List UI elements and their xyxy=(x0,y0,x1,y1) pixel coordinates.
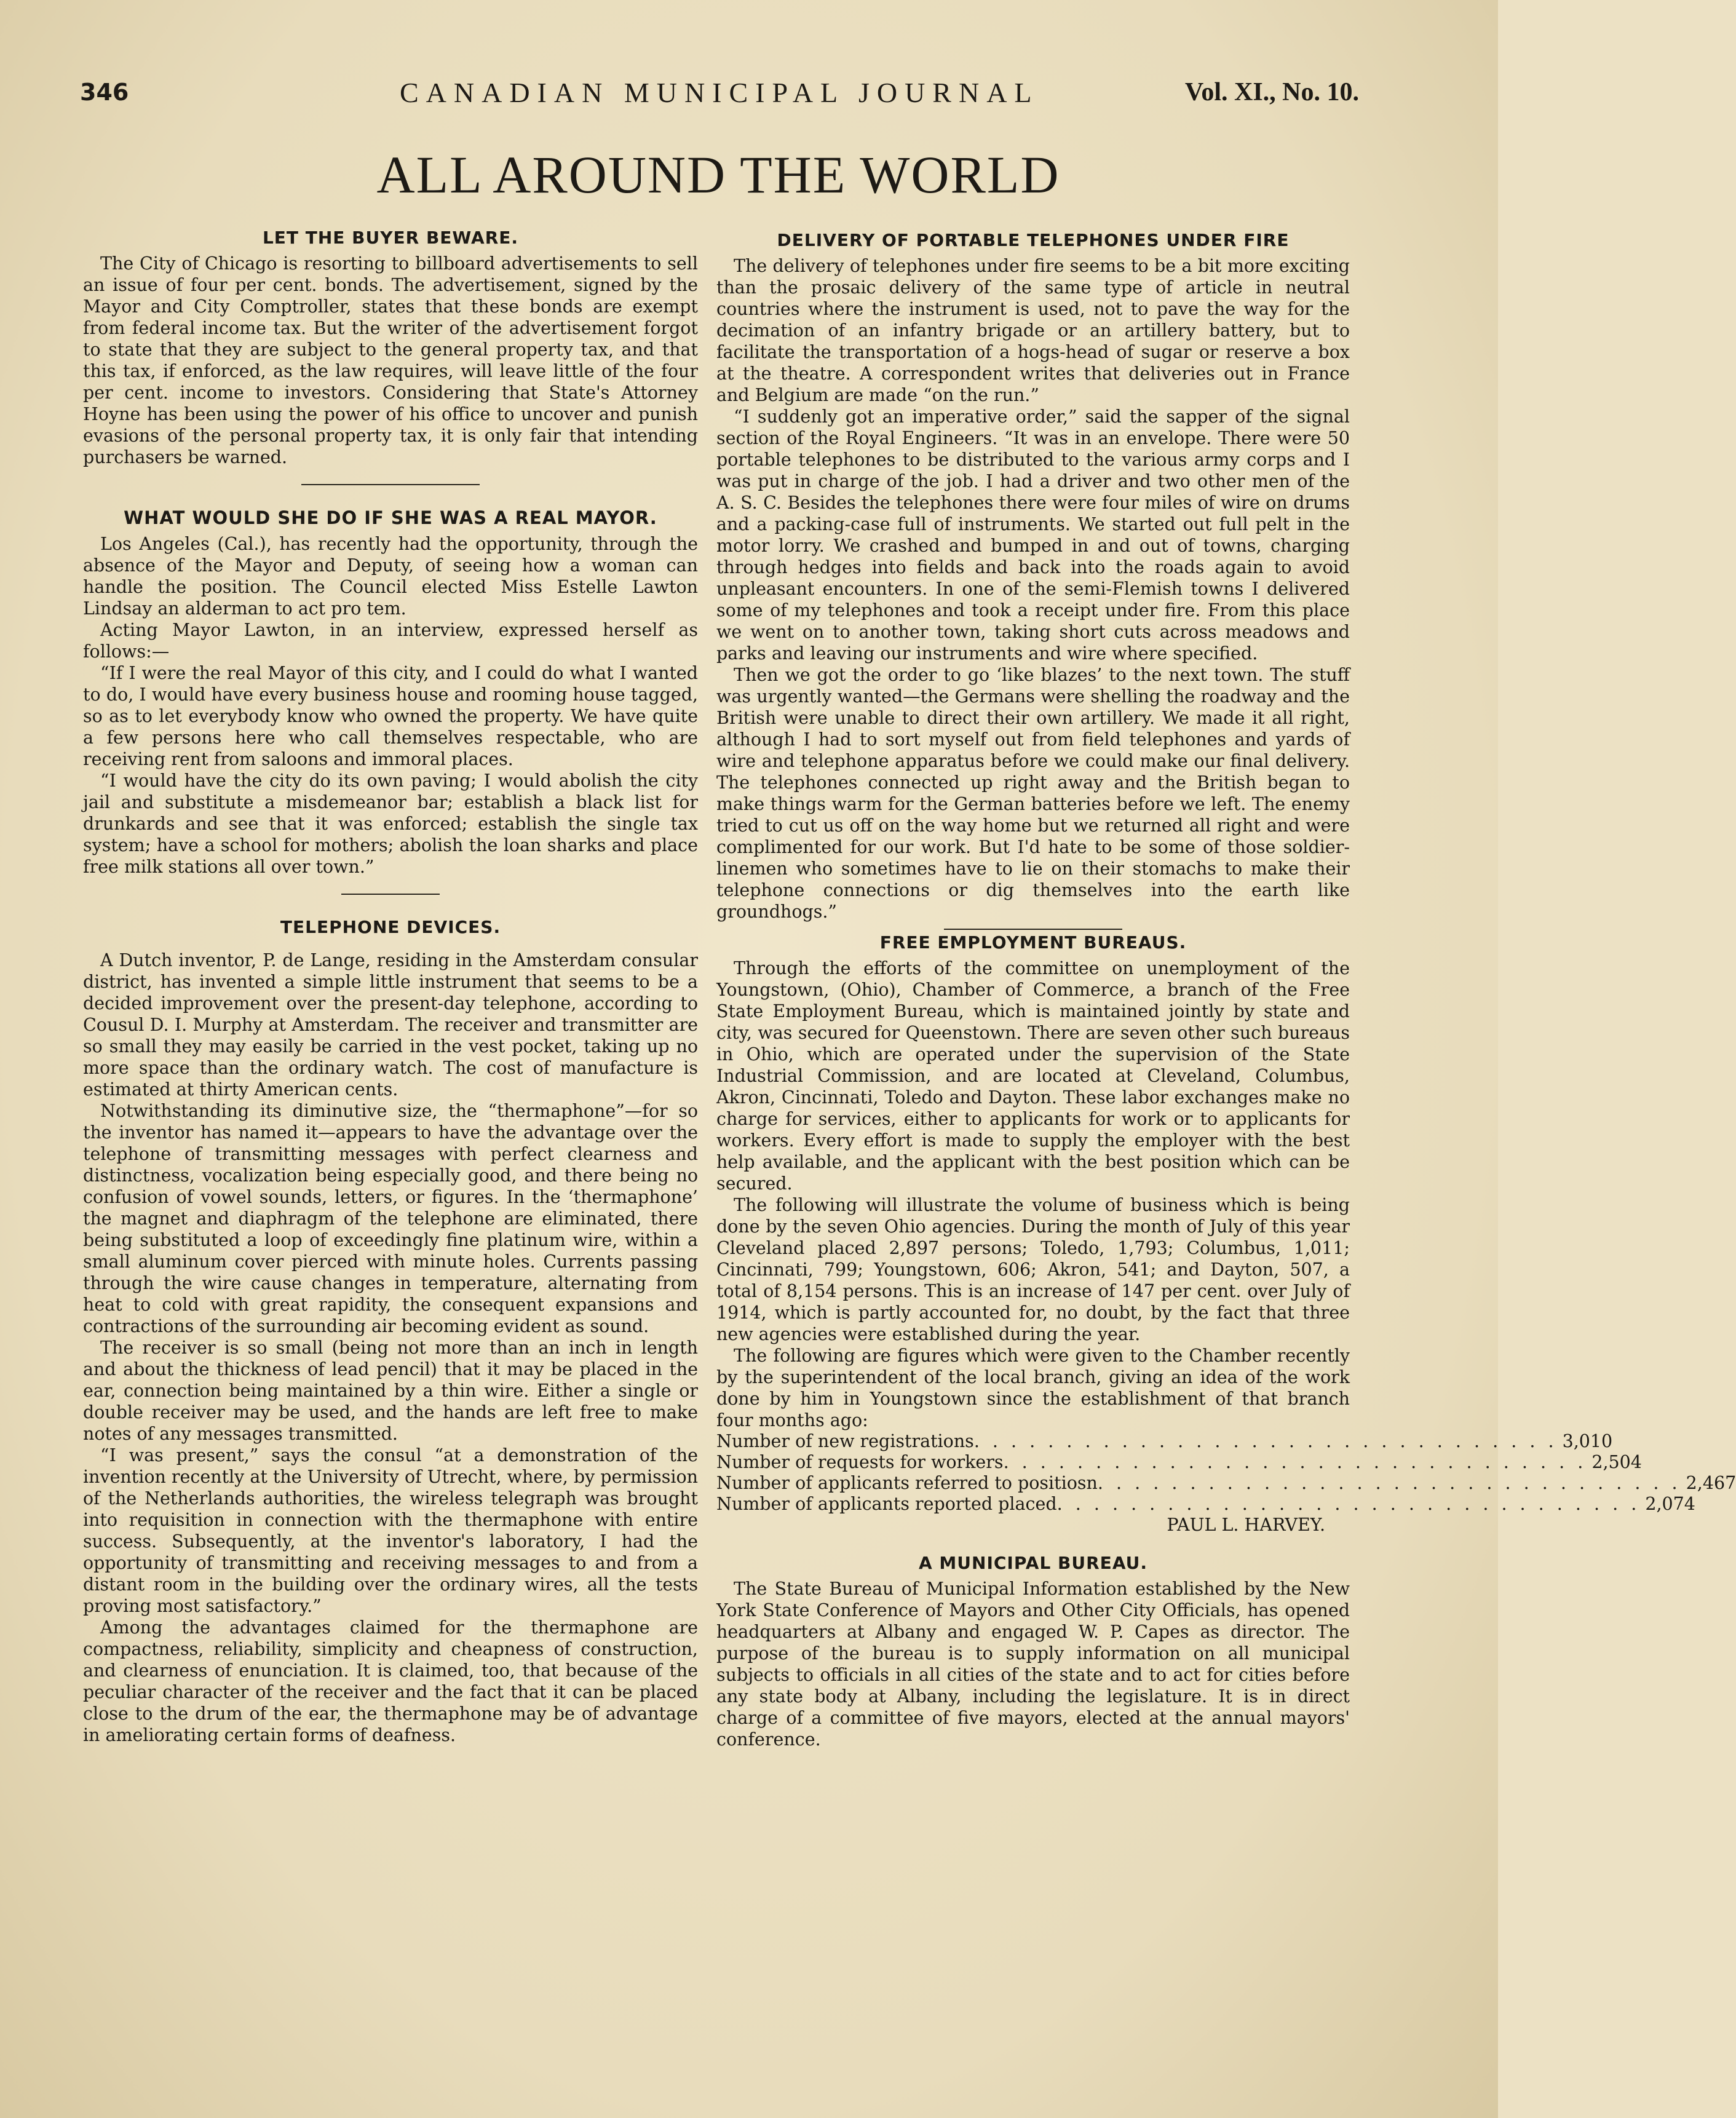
statistic-row xyxy=(716,1473,1736,1494)
volume-number: Vol. XI., No. 10. xyxy=(1184,78,1359,106)
article-paragraph: “If I were the real Mayor of this city, and I could do what I wanted to do, I would have every business house and rooming house tagged, so as to let everybody know who owned the property. We have quite a few persons here who call themselves respectable, who are receiving rent from saloons and immoral places. xyxy=(83,663,698,769)
leader-dots: . . . . . . . . . . . . . . . . . . . . . . . . . . . . . . . . xyxy=(1003,1452,1587,1472)
journal-title: CANADIAN MUNICIPAL JOURNAL xyxy=(400,77,1039,108)
article-buyer xyxy=(83,228,698,468)
page-title: ALL AROUND THE WORLD xyxy=(376,145,1060,204)
article-paragraph: The receiver is so small (being not more than an inch in length and about the thickness of lead pencil) that it may be placed in the ear, connection being maintained by a thin wire. Either a single or double receiver may be used, and the hands are left free to make notes of any messages transmitted. xyxy=(83,1338,698,1444)
leader-dots: . . . . . . . . . . . . . . . . . . . . . . . . . . . . . . . . xyxy=(973,1431,1558,1451)
article-paragraph: The State Bureau of Municipal Information established by the New York State Conference of Mayors and Other City Officials, has opened headquarters at Albany and engaged W. P. Capes as director. The purpose of the bureau is to supply information on all municipal subjects to officials in all cities of the state and to act for cities before any state body at Albany, including the legislature. It is in direct charge of a committee of five mayors, elected at the annual mayors' conference. xyxy=(716,1579,1350,1750)
article-heading: LET THE BUYER BEWARE. xyxy=(262,228,519,248)
article-employment xyxy=(716,932,1736,1536)
article-paragraph: The following are figures which were given to the Chamber recently by the superintendent of the local branch, giving an idea of the work done by him in Youngstown since the establishment of that branch four months ago: xyxy=(716,1346,1350,1430)
article-paragraph: Through the efforts of the committee on unemployment of the Youngstown, (Ohio), Chamber of Commerce, a branch of the Free State Employment Bureau, which is maintained jointly by state and city, was secured for Queenstown. There are seven other such bureaus in Ohio, which are operated under the supervision of the State Industrial Commission, and are located at Cleveland, Columbus, Akron, Cincinnati, Toledo and Dayton. These labor exchanges make no charge for services, either to applicants for work or to applicants for workers. Every effort is made to supply the employer with the best help available, and the applicant with the best position which can be secured. xyxy=(716,958,1350,1194)
statistic-label: Number of new registrations xyxy=(716,1431,974,1451)
left-column xyxy=(83,220,698,1746)
statistic-value: 2,504 xyxy=(1591,1452,1642,1472)
right-column xyxy=(716,220,1736,1750)
article-mayor xyxy=(83,507,698,878)
article-paragraph: The delivery of telephones under fire seems to be a bit more exciting than the prosaic delivery of the same type of article in neutral countries where the instrument is used, not to pave the way for the decimation of an infantry brigade or an artillery battery, but to facilitate the transportation of a hogs-head of sugar or reserve a box at the theatre. A correspondent writes that deliveries out in France and Belgium are made “on the run.” xyxy=(716,256,1350,405)
page-number: 346 xyxy=(80,79,129,106)
statistic-label: Number of requests for workers xyxy=(716,1452,1004,1472)
article-paragraph: “I was present,” says the consul “at a demonstration of the invention recently at the University of Utrecht, where, by permission of the Netherlands authorities, the wireless telegraph was brought into requisition in connection with the thermaphone with entire success. Subsequently, at the inventor's laboratory, I had the opportunity of transmitting and receiving messages to and from a distant room in the building over the ordinary wires, all the tests proving most satisfactory.” xyxy=(83,1445,699,1616)
article-heading: FREE EMPLOYMENT BUREAUS. xyxy=(879,932,1187,953)
article-paragraph: “I suddenly got an imperative order,” said the sapper of the signal section of the Royal Engineers. “It was in an envelope. There were 50 portable telephones to be distributed to the various army corps and I was put in charge of the job. I had a driver and two other men of the A. S. C. Besides the telephones there were four miles of wire on drums and a packing-case full of instruments. We started out full pelt in the motor lorry. We crashed and bumped in and out of towns, charging through hedges into fields and back into the roads again to avoid unpleasant encounters. In one of the semi-Flemish towns I delivered some of my telephones and took a receipt under fire. From this place we went on to another town, taking short cuts across meadows and parks and leaving our instruments and wire where specified. xyxy=(716,407,1350,664)
article-paragraph: Among the advantages claimed for the thermaphone are compactness, reliability, simplicity and cheapness of construction, and clearness of enunciation. It is claimed, too, that because of the peculiar character of the receiver and the fact that it can be placed close to the drum of the ear, the thermaphone may be of advantage in ameliorating certain forms of deafness. xyxy=(83,1617,698,1745)
article-paragraph: The following will illustrate the volume of business which is being done by the seven Ohio agencies. During the month of July of this year Cleveland placed 2,897 persons; Toledo, 1,793; Columbus, 1,011; Cincinnati, 799; Youngstown, 606; Akron, 541; and Dayton, 507, a total of 8,154 persons. This is an increase of 147 per cent. over July of 1914, which is partly accounted for, no doubt, by the fact that three new agencies were established during the year. xyxy=(716,1195,1350,1344)
article-paragraph: The City of Chicago is resorting to billboard advertisements to sell an issue of four per cent. bonds. The advertisement, signed by the Mayor and City Comptroller, states that these bonds are exempt from federal income tax. But the writer of the advertisement forgot to state that they are subject to the general property tax, and that this tax, if enforced, as the law requires, will leave little of the four per cent. income to investors. Considering that State's Attorney Hoyne has been using the power of his office to uncover and punish evasions of the personal property tax, it is only fair that intending purchasers be warned. xyxy=(83,253,698,467)
statistics-list xyxy=(716,1431,1736,1515)
section-divider xyxy=(944,929,1122,930)
article-heading: DELIVERY OF PORTABLE TELEPHONES UNDER FIRE xyxy=(777,230,1290,250)
article-heading: A MUNICIPAL BUREAU. xyxy=(919,1553,1147,1573)
leader-dots: . . . . . . . . . . . . . . . . . . . . . . . . . . . . . . . . xyxy=(1056,1494,1641,1514)
statistic-row xyxy=(716,1452,1642,1473)
statistic-value: 3,010 xyxy=(1562,1431,1613,1451)
article-delivery xyxy=(716,230,1350,922)
statistic-label: Number of applicants referred to positiosn xyxy=(716,1473,1098,1493)
statistic-row xyxy=(716,1494,1695,1515)
running-header xyxy=(80,73,1359,116)
statistic-row xyxy=(716,1431,1613,1452)
article-paragraph: A Dutch inventor, P. de Lange, residing in the Amsterdam consular district, has invented a simple little instrument that seems to be a decided improvement over the present-day telephone, according to Cousul D. I. Murphy at Amsterdam. The receiver and transmitter are so small they may easily be carried in the vest pocket, taking up no more space than the ordinary watch. The cost of manufacture is estimated at thirty American cents. xyxy=(83,950,698,1100)
article-paragraph: Acting Mayor Lawton, in an interview, expressed herself as follows:— xyxy=(83,620,698,662)
article-heading: TELEPHONE DEVICES. xyxy=(280,917,501,937)
article-paragraph: Then we got the order to go ‘like blazes’ to the next town. The stuff was urgently wanted—the Germans were shelling the roadway and the British were unable to direct their own artillery. We made it all right, although I had to sort myself out from field telephones and yards of wire and telephone apparatus before we could make our final delivery. The telephones connected up right away and the British began to make things warm for the German batteries before we left. The enemy tried to cut us off on the way home but we returned all right and were complimented for our work. But I'd hate to be some of those soldier-linemen who sometimes have to lie on their stomachs to make their telephone connections or dig themselves into the earth like groundhogs.” xyxy=(716,665,1350,922)
article-paragraph: Los Angeles (Cal.), has recently had the opportunity, through the absence of the Mayor and Deputy, of seeing how a woman can handle the position. The Council elected Miss Estelle Lawton Lindsay an alderman to act pro tem. xyxy=(83,534,698,619)
article-paragraph: Notwithstanding its diminutive size, the “thermaphone”—for so the inventor has named it—appears to have the advantage over the telephone of transmitting messages with perfect clearness and distinctness, vocalization being especially good, and there being no confusion of vowel sounds, letters, or figures. In the ‘thermaphone’ the magnet and diaphragm of the telephone are eliminated, there being substituted a loop of exceedingly fine platinum wire, within a small aluminum cover pierced with minute holes. Currents passing through the wire cause changes in temperature, alternating from heat to cold with great rapidity, the consequent expansions and contractions of the surrounding air becoming evident as sound. xyxy=(83,1101,698,1336)
section-divider xyxy=(301,484,480,485)
article-telephone xyxy=(83,917,698,1746)
statistic-value: 2,074 xyxy=(1645,1494,1695,1514)
section-divider xyxy=(341,894,440,895)
article-bureau xyxy=(716,1553,1350,1750)
article-paragraph: “I would have the city do its own paving; I would abolish the city jail and substitute a misdemeanor bar; establish a black list for drunkards and see that it was enforced; establish the single tax system; have a school for mothers; abolish the loan sharks and place free milk stations all over town.” xyxy=(83,771,698,877)
statistic-label: Number of applicants reported placed xyxy=(716,1494,1057,1514)
author-signature: PAUL L. HARVEY. xyxy=(1167,1515,1325,1535)
leader-dots: . . . . . . . . . . . . . . . . . . . . . . . . . . . . . . . . xyxy=(1097,1473,1681,1493)
article-heading: WHAT WOULD SHE DO IF SHE WAS A REAL MAYOR. xyxy=(124,507,657,528)
statistic-value: 2,467 xyxy=(1686,1473,1736,1493)
